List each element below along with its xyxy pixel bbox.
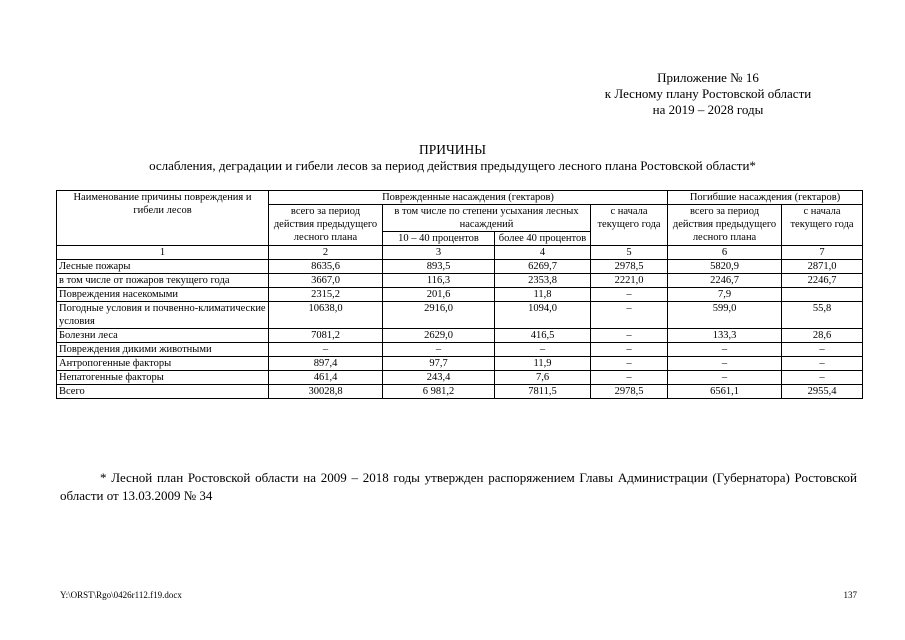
row-label: Повреждения насекомыми [57,288,269,302]
cell-value: 6 981,2 [383,385,495,399]
cell-value: 2221,0 [591,274,668,288]
row-label: в том числе от пожаров текущего года [57,274,269,288]
cell-value: – [591,288,668,302]
col-number: 3 [383,246,495,260]
cell-value: 7811,5 [495,385,591,399]
header-damaged-group: Поврежденные насаждения (гектаров) [269,191,668,205]
cell-value: 201,6 [383,288,495,302]
cell-value: – [668,343,782,357]
footnote: * Лесной план Ростовской области на 2009 – 2018 годы утвержден распоряжением Главы Администрации (Губернатора) Ростовской области от 13.03.2009 № 34 [60,470,857,503]
col-number: 1 [57,246,269,260]
cell-value: – [591,329,668,343]
appendix-line-1: Приложение № 16 [657,70,759,85]
cell-value: 2246,7 [782,274,863,288]
row-label: Болезни леса [57,329,269,343]
header-damaged-total: всего за период действия предыдущего лесного плана [269,205,383,246]
cell-value: 2955,4 [782,385,863,399]
table-row [57,260,863,274]
footer-page-number: 137 [843,590,857,600]
cell-value: 1094,0 [495,302,591,329]
cell-value: 2315,2 [269,288,383,302]
appendix-line-3: на 2019 – 2028 годы [652,102,764,117]
cell-value: 2871,0 [782,260,863,274]
header-damaged-since-year: с начала текущего года [591,205,668,246]
cell-value: – [495,343,591,357]
appendix-line-2: к Лесному плану Ростовской области [604,86,812,101]
cell-value: 28,6 [782,329,863,343]
table-row [57,288,863,302]
header-pct-over-40: более 40 процентов [495,232,591,246]
col-number: 4 [495,246,591,260]
document-subtitle: ослабления, деградации и гибели лесов за период действия предыдущего лесного плана Ростовской области* [149,158,756,173]
cell-value: 7,6 [495,371,591,385]
col-number: 7 [782,246,863,260]
table-row [57,302,863,329]
cell-value: – [591,343,668,357]
header-dead-since-year: с начала текущего года [782,205,863,246]
table-row [57,357,863,371]
cell-value: 10638,0 [269,302,383,329]
cell-value: 8635,6 [269,260,383,274]
column-number-row [57,246,863,260]
header-pct-10-40: 10 – 40 процентов [383,232,495,246]
appendix-header [558,70,858,118]
cell-value: 2353,8 [495,274,591,288]
cell-value: 55,8 [782,302,863,329]
cell-value: 11,9 [495,357,591,371]
row-label: Непатогенные факторы [57,371,269,385]
table-row [57,343,863,357]
cell-value: 2629,0 [383,329,495,343]
col-number: 2 [269,246,383,260]
table-row [57,371,863,385]
cell-value: – [668,357,782,371]
row-label: Повреждения дикими животными [57,343,269,357]
cell-value: 2978,5 [591,385,668,399]
cell-value: – [591,357,668,371]
table-row [57,274,863,288]
cell-value: 2246,7 [668,274,782,288]
causes-table [56,190,863,399]
header-dead-total: всего за период действия предыдущего лесного плана [668,205,782,246]
row-label: Погодные условия и почвенно-климатические условия [57,302,269,329]
row-label: Лесные пожары [57,260,269,274]
row-label: Всего [57,385,269,399]
cell-value: – [591,371,668,385]
col-number: 6 [668,246,782,260]
footer-file-path: Y:\ORST\Rgo\0426r112.f19.docx [60,590,182,600]
cell-value: 11,8 [495,288,591,302]
header-reason: Наименование причины повреждения и гибели лесов [57,191,269,246]
cell-value: 30028,8 [269,385,383,399]
table-row [57,329,863,343]
header-dead-group: Погибшие насаждения (гектаров) [668,191,863,205]
cell-value: 133,3 [668,329,782,343]
cell-value: – [782,343,863,357]
cell-value: – [668,371,782,385]
row-label: Антропогенные факторы [57,357,269,371]
cell-value: 599,0 [668,302,782,329]
cell-value: 6269,7 [495,260,591,274]
table-row-total [57,385,863,399]
cell-value: – [383,343,495,357]
cell-value: 97,7 [383,357,495,371]
cell-value: 3667,0 [269,274,383,288]
cell-value: 2916,0 [383,302,495,329]
cell-value: 7,9 [668,288,782,302]
cell-value: – [782,371,863,385]
document-title: ПРИЧИНЫ [418,142,487,157]
cell-value: 893,5 [383,260,495,274]
cell-value: 461,4 [269,371,383,385]
cell-value: 897,4 [269,357,383,371]
cell-value [782,288,863,302]
cell-value: – [269,343,383,357]
cell-value: 243,4 [383,371,495,385]
cell-value: 7081,2 [269,329,383,343]
header-degree-group: в том числе по степени усыхания лесных насаждений [383,205,591,232]
cell-value: 2978,5 [591,260,668,274]
col-number: 5 [591,246,668,260]
cell-value: 116,3 [383,274,495,288]
cell-value: – [782,357,863,371]
cell-value: 5820,9 [668,260,782,274]
cell-value: 6561,1 [668,385,782,399]
cell-value: 416,5 [495,329,591,343]
cell-value: – [591,302,668,329]
